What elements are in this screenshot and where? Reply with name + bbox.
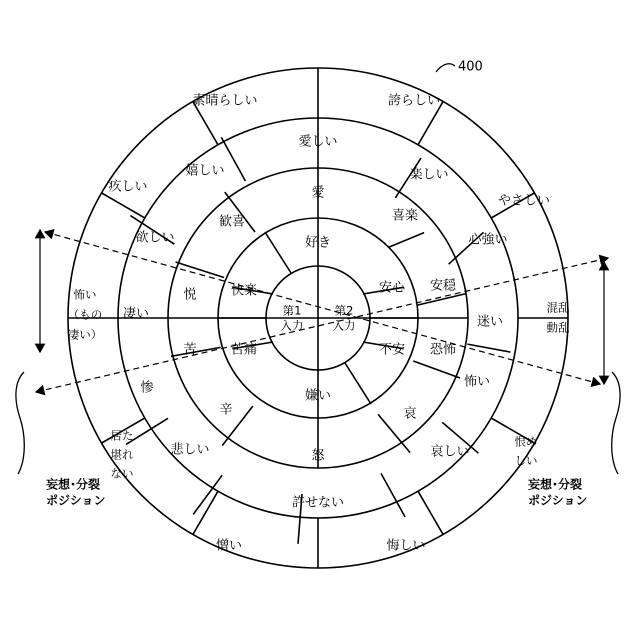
right-brace (612, 372, 620, 474)
svg-text:妄想･分裂: 妄想･分裂 (46, 477, 101, 492)
left-side-annotation (46, 477, 105, 508)
cell-outer-yasashii[interactable]: やさしい (497, 193, 551, 209)
svg-text:堪れ: 堪れ (110, 447, 134, 462)
svg-text:入力: 入力 (280, 318, 304, 333)
cell-ring1-kairaku[interactable]: 快楽 (230, 283, 258, 299)
svg-text:しい: しい (514, 453, 538, 468)
svg-text:怖い: 怖い (73, 287, 97, 302)
center-right-label (333, 304, 356, 333)
annotation-400-leader (436, 64, 455, 72)
cell-outer-yamashii[interactable]: 疚しい (108, 179, 148, 195)
center-left-label (281, 304, 304, 333)
cell-ring3-kowai[interactable]: 怖い (463, 374, 491, 390)
cell-outer-hokorashii[interactable]: 誇らしい (387, 93, 441, 109)
svg-text:妄想･分裂: 妄想･分裂 (528, 477, 583, 492)
cell-ring3-hoshii[interactable]: 欲しい (135, 230, 175, 246)
cell-ring2-kyoufu[interactable]: 恐怖 (429, 342, 457, 358)
cell-ring1-kirai[interactable]: 嫌い (304, 388, 332, 404)
cell-ring3-kanashii2[interactable]: 悲しい (170, 442, 210, 458)
cell-ring3-kanashii[interactable]: 哀しい (430, 444, 470, 460)
cell-ring3-tanoshii[interactable]: 楽しい (409, 167, 449, 183)
svg-text:ない: ない (110, 466, 134, 481)
cell-ring2-ai-sorrow[interactable]: 哀 (403, 406, 417, 422)
cell-ring2-etsu[interactable]: 悦 (183, 287, 197, 303)
cell-outer-nikui[interactable]: 憎い (215, 538, 243, 554)
svg-text:第1: 第1 (282, 303, 302, 318)
cell-outer-kowai-monosugoi[interactable] (68, 288, 103, 342)
svg-text:凄い）: 凄い） (67, 327, 103, 342)
cell-ring1-anshin[interactable]: 安心 (378, 280, 406, 296)
svg-text:ポジション: ポジション (46, 493, 106, 508)
cell-ring3-mayoi[interactable]: 迷い (476, 314, 504, 330)
cell-ring1-kutsuu[interactable]: 苦痛 (230, 342, 258, 358)
cell-ring1-suki[interactable]: 好き (304, 235, 332, 251)
cell-ring2-kiraku[interactable]: 喜楽 (391, 208, 419, 224)
cell-outer-itatamarenai[interactable] (111, 429, 134, 481)
cell-outer-urameshii[interactable] (515, 435, 538, 468)
cell-ring2-ikari[interactable]: 怒 (311, 448, 325, 464)
cell-ring2-tsurai[interactable]: 辛 (219, 402, 233, 418)
svg-text:動乱: 動乱 (546, 320, 570, 335)
svg-text:ポジション: ポジション (528, 493, 588, 508)
spokes-ring4 (118, 118, 510, 544)
annotation-400-label: 400 (458, 59, 483, 75)
cell-ring3-itoshii[interactable]: 愛しい (298, 134, 338, 150)
svg-text:居た: 居た (110, 428, 134, 443)
svg-text:第2: 第2 (334, 303, 354, 318)
left-brace (16, 372, 24, 474)
cell-ring3-yurusenai[interactable]: 許せない (291, 495, 345, 511)
cell-outer-kuyashii[interactable]: 悔しい (386, 538, 426, 554)
cell-ring2-annon[interactable]: 安穏 (429, 278, 457, 294)
cell-ring3-kokorozuyoi[interactable]: 心強い (468, 232, 508, 248)
svg-text:入力: 入力 (332, 318, 356, 333)
right-side-annotation (528, 477, 587, 508)
cell-ring2-kanki[interactable]: 歓喜 (218, 214, 246, 230)
cell-ring1-fuan[interactable]: 不安 (378, 342, 406, 358)
cell-ring3-ureshii[interactable]: 嬉しい (185, 163, 225, 179)
cell-ring2-ai[interactable]: 愛 (311, 185, 325, 201)
svg-text:（もの: （もの (67, 307, 103, 322)
svg-text:恨め: 恨め (514, 434, 538, 449)
dashed-axes (36, 232, 608, 392)
cell-ring2-ku[interactable]: 苦 (183, 342, 197, 358)
cell-ring3-mugoi[interactable]: 惨 (140, 380, 154, 396)
cell-ring3-sugoi[interactable]: 凄い (122, 306, 150, 322)
cell-outer-subarashii[interactable]: 素晴らしい (192, 93, 258, 109)
svg-text:混乱: 混乱 (546, 300, 570, 315)
